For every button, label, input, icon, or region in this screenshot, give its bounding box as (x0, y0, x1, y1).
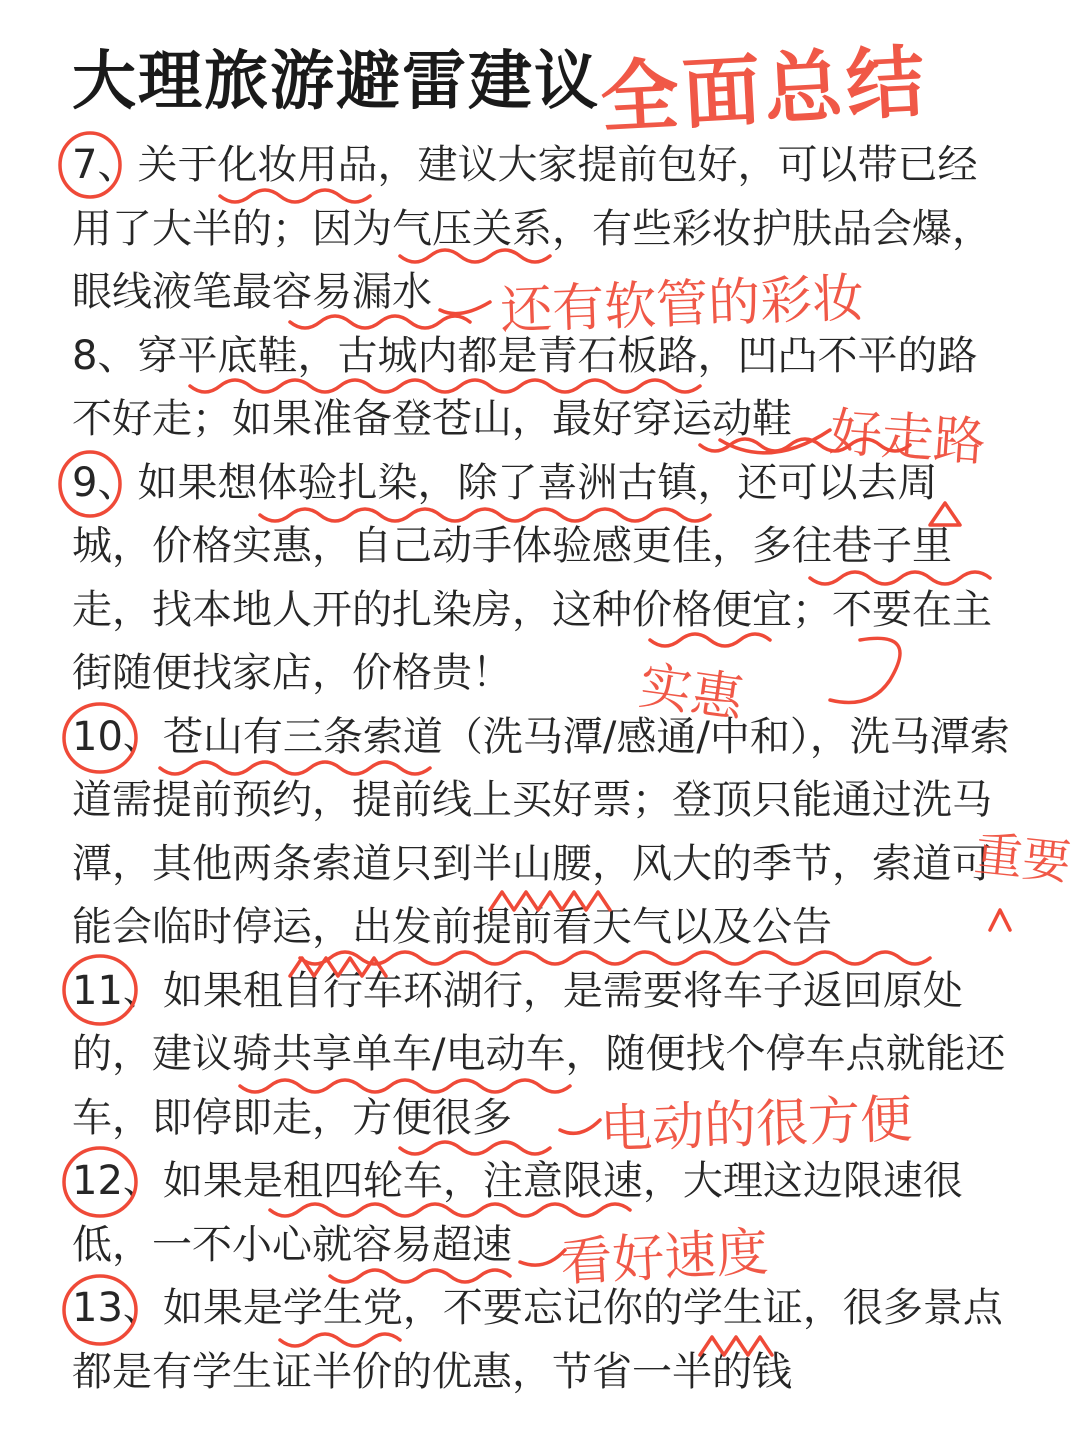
tip-item-13: 13、如果是学生党，不要忘记你的学生证，很多景点都是有学生证半价的优惠，节省一半的钱 (72, 1285, 1003, 1395)
tip-item-11: 11、如果租自行车环湖行，是需要将车子返回原处的，建议骑共享单车/电动车，随便找个停车点就能还车，即停即走，方便很多 (72, 967, 1006, 1141)
handwritten-note-speed: 看好速度 (558, 1222, 770, 1294)
handwritten-note-cosmetics: 还有软管的彩妆 (499, 268, 866, 342)
handwritten-note-walking: 好走路 (827, 402, 988, 474)
title-handwritten-note: 全面总结 (598, 37, 931, 145)
handwritten-note-important: 重要 (971, 825, 1074, 892)
handwritten-note-affordable: 实惠 (635, 656, 747, 730)
page-title: 大理旅游避雷建议 (72, 45, 600, 119)
tip-item-7: 7、关于化妆用品，建议大家提前包好，可以带已经用了大半的；因为气压关系，有些彩妆护肤品会爆，眼线液笔最容易漏水 (72, 142, 992, 315)
tip-item-9: 9、如果想体验扎染，除了喜洲古镇，还可以去周城，价格实惠，自己动手体验感更佳，多往巷子里走，找本地人开的扎染房，这种价格便宜；不要在主街随便找家店，价格贵！ (72, 459, 992, 696)
handwritten-note-ebike: 电动的很方便 (599, 1089, 914, 1161)
tip-item-10: 10、苍山有三条索道（洗马潭/感通/中和），洗马潭索道需提前预约，提前线上买好票；登顶只能通过洗马潭，其他两条索道只到半山腰，风大的季节，索道可能会临时停运，出发前提前看天气以及公告 (72, 713, 1010, 950)
tip-item-12: 12、如果是租四轮车，注意限速，大理这边限速很低，一不小心就容易超速 (72, 1158, 963, 1268)
tip-item-8: 8、穿平底鞋，古城内都是青石板路，凹凸不平的路不好走；如果准备登苍山，最好穿运动鞋 (72, 332, 978, 442)
